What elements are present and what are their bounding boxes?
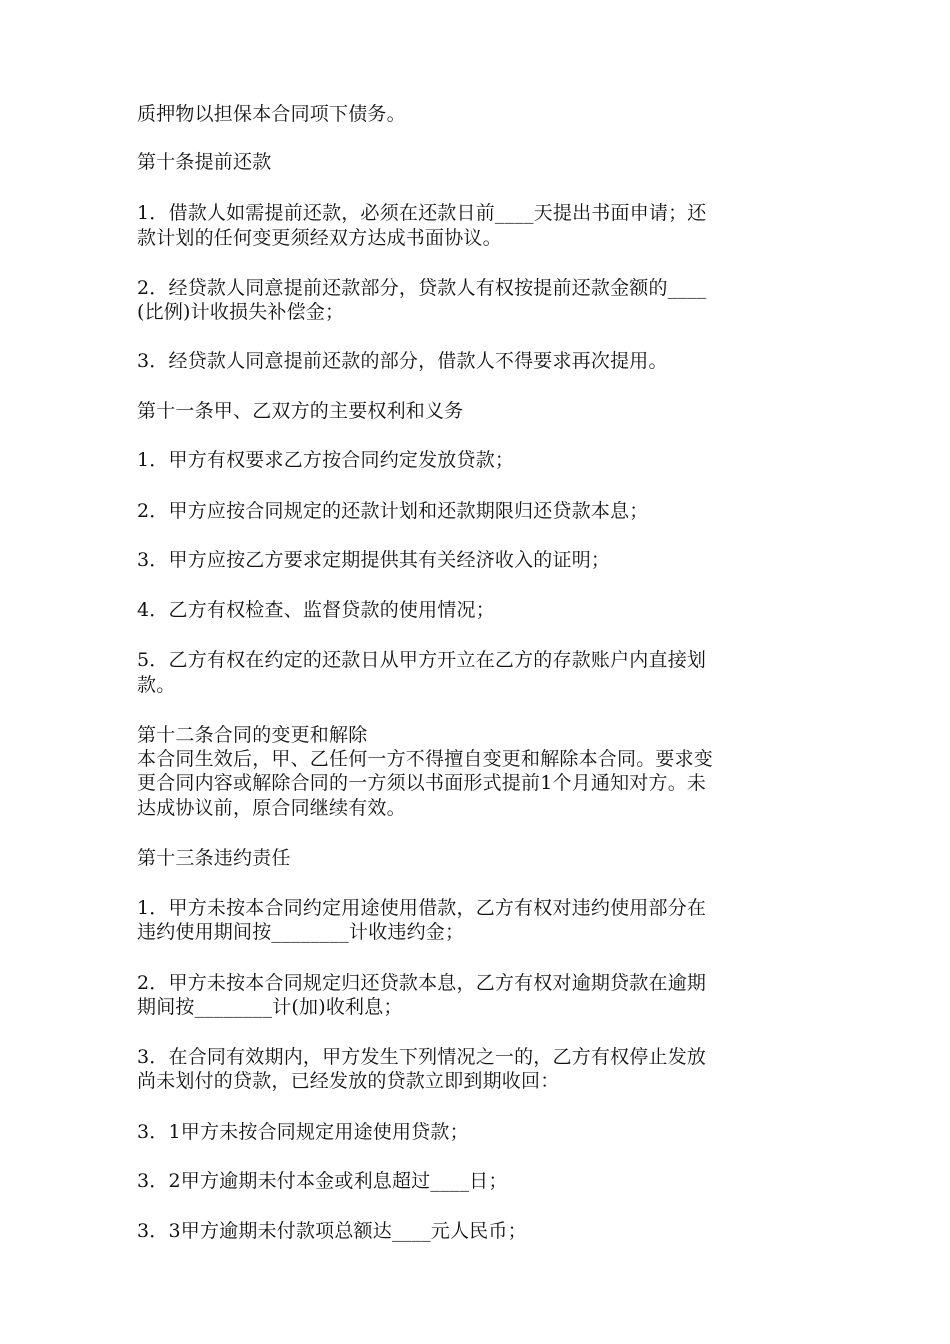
text-line: 更合同内容或解除合同的一方须以书面形式提前1个月通知对方。未	[137, 772, 707, 794]
section-heading: 第十三条违约责任	[137, 847, 291, 869]
text-line: 1．借款人如需提前还款，必须在还款日前____天提出书面申请；还	[137, 202, 707, 224]
section-heading: 第十一条甲、乙双方的主要权利和义务	[137, 400, 464, 422]
text-line: 尚未划付的贷款，已经发放的贷款立即到期收回：	[137, 1070, 560, 1092]
text-line: 3．甲方应按乙方要求定期提供其有关经济收入的证明；	[137, 549, 611, 571]
text-line: 2．甲方未按本合同规定归还贷款本息，乙方有权对逾期贷款在逾期	[137, 972, 707, 994]
text-line: (比例)计收损失补偿金；	[137, 301, 345, 323]
text-line: 3．经贷款人同意提前还款的部分，借款人不得要求再次提用。	[137, 350, 668, 372]
section-heading: 第十二条合同的变更和解除	[137, 724, 368, 746]
text-line: 本合同生效后，甲、乙任何一方不得擅自变更和解除本合同。要求变	[137, 748, 714, 770]
section-heading: 第十条提前还款	[137, 151, 272, 173]
text-line: 质押物以担保本合同项下债务。	[137, 103, 406, 125]
text-line: 2．甲方应按合同规定的还款计划和还款期限归还贷款本息；	[137, 500, 649, 522]
text-line: 款计划的任何变更须经双方达成书面协议。	[137, 227, 502, 249]
text-line: 3．3甲方逾期未付款项总额达____元人民币；	[137, 1220, 527, 1242]
text-line: 1．甲方有权要求乙方按合同约定发放贷款；	[137, 449, 515, 471]
text-line: 4．乙方有权检查、监督贷款的使用情况；	[137, 599, 495, 621]
text-line: 1．甲方未按本合同约定用途使用借款，乙方有权对违约使用部分在	[137, 897, 707, 919]
text-line: 达成协议前，原合同继续有效。	[137, 797, 406, 819]
text-line: 3．在合同有效期内，甲方发生下列情况之一的，乙方有权停止发放	[137, 1046, 707, 1068]
text-line: 3．2甲方逾期未付本金或利息超过____日；	[137, 1170, 508, 1192]
text-line: 款。	[137, 674, 176, 696]
text-line: 5．乙方有权在约定的还款日从甲方开立在乙方的存款账户内直接划	[137, 649, 707, 671]
text-line: 3．1甲方未按合同规定用途使用贷款；	[137, 1121, 469, 1143]
text-line: 期间按________计(加)收利息；	[137, 996, 403, 1018]
text-line: 违约使用期间按________计收违约金；	[137, 921, 465, 943]
text-line: 2．经贷款人同意提前还款部分，贷款人有权按提前还款金额的____	[137, 277, 707, 299]
